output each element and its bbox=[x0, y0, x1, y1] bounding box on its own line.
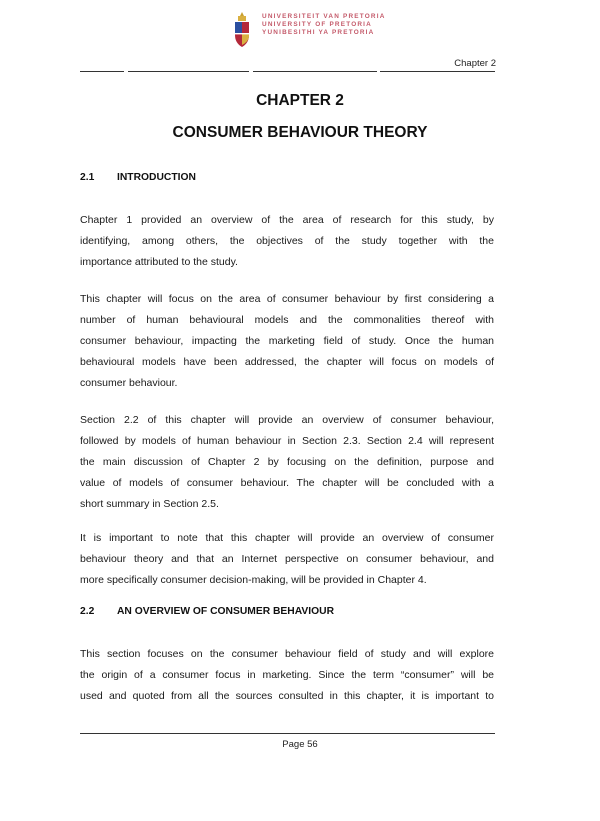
text-line: the main discussion of Chapter 2 by focusing on the definition, purpose and bbox=[80, 456, 494, 468]
paragraph-5 bbox=[80, 644, 494, 707]
text-line: followed by models of human behaviour in Section 2.3. Section 2.4 will represent bbox=[80, 435, 494, 447]
section-heading-2-2 bbox=[80, 606, 334, 617]
chapter-number: CHAPTER 2 bbox=[256, 92, 344, 109]
paragraph-4 bbox=[80, 528, 494, 591]
text-line: consumer behaviour, impacting the marketing field of study. Once the human bbox=[80, 335, 494, 347]
text-line: importance attributed to the study. bbox=[80, 256, 238, 268]
header-rule-segment bbox=[80, 71, 124, 72]
text-line: Chapter 1 provided an overview of the area of research for this study, by bbox=[80, 214, 494, 226]
text-line: identifying, among others, the objectives of the study together with the bbox=[80, 235, 494, 247]
paragraph-3 bbox=[80, 410, 494, 515]
section-title: AN OVERVIEW OF CONSUMER BEHAVIOUR bbox=[117, 606, 335, 617]
university-line-english: UNIVERSITY OF PRETORIA bbox=[262, 21, 372, 29]
running-header-chapter: Chapter 2 bbox=[454, 58, 496, 69]
section-title: INTRODUCTION bbox=[117, 172, 196, 183]
text-line: the origin of a consumer focus in marketing. Since the term “consumer” will be bbox=[80, 669, 494, 681]
header-rule-segment bbox=[380, 71, 495, 72]
page-number: Page 56 bbox=[282, 739, 318, 750]
university-line-afrikaans: UNIVERSITEIT VAN PRETORIA bbox=[262, 13, 386, 20]
text-line: value of models of consumer behaviour. The chapter will be concluded with a bbox=[80, 477, 494, 489]
section-number: 2.2 bbox=[80, 606, 95, 617]
header-rule-segment bbox=[128, 71, 249, 72]
text-line: behaviour theory and that an Internet perspective on consumer behaviour, and bbox=[80, 553, 494, 565]
header-rule-segment bbox=[253, 71, 377, 72]
text-line: This section focuses on the consumer behaviour field of study and will explore bbox=[80, 648, 494, 660]
text-line: consumer behaviour. bbox=[80, 377, 178, 389]
paragraph-2 bbox=[80, 289, 494, 394]
section-number: 2.1 bbox=[80, 172, 95, 183]
chapter-title: CONSUMER BEHAVIOUR THEORY bbox=[172, 124, 428, 141]
university-line-sepedi: YUNIBESITHI YA PRETORIA bbox=[262, 29, 375, 37]
text-line: number of human behavioural models and the commonalities thereof with bbox=[80, 314, 494, 326]
text-line: Section 2.2 of this chapter will provide an overview of consumer behaviour, bbox=[80, 414, 494, 426]
university-name bbox=[262, 13, 386, 38]
page-header bbox=[0, 0, 600, 75]
text-line: behavioural models have been addressed, the chapter will focus on models of bbox=[80, 356, 494, 368]
text-line: more specifically consumer decision-making, will be provided in Chapter 4. bbox=[80, 574, 427, 586]
section-heading-2-1 bbox=[80, 172, 196, 183]
university-crest-icon bbox=[232, 11, 252, 49]
text-line: This chapter will focus on the area of consumer behaviour by first considering a bbox=[80, 293, 494, 305]
text-line: used and quoted from all the sources consulted in this chapter, it is important to bbox=[80, 690, 494, 702]
footer-rule bbox=[80, 733, 495, 734]
text-line: It is important to note that this chapter will provide an overview of consumer bbox=[80, 532, 494, 544]
paragraph-1 bbox=[80, 210, 494, 273]
text-line: short summary in Section 2.5. bbox=[80, 498, 219, 510]
